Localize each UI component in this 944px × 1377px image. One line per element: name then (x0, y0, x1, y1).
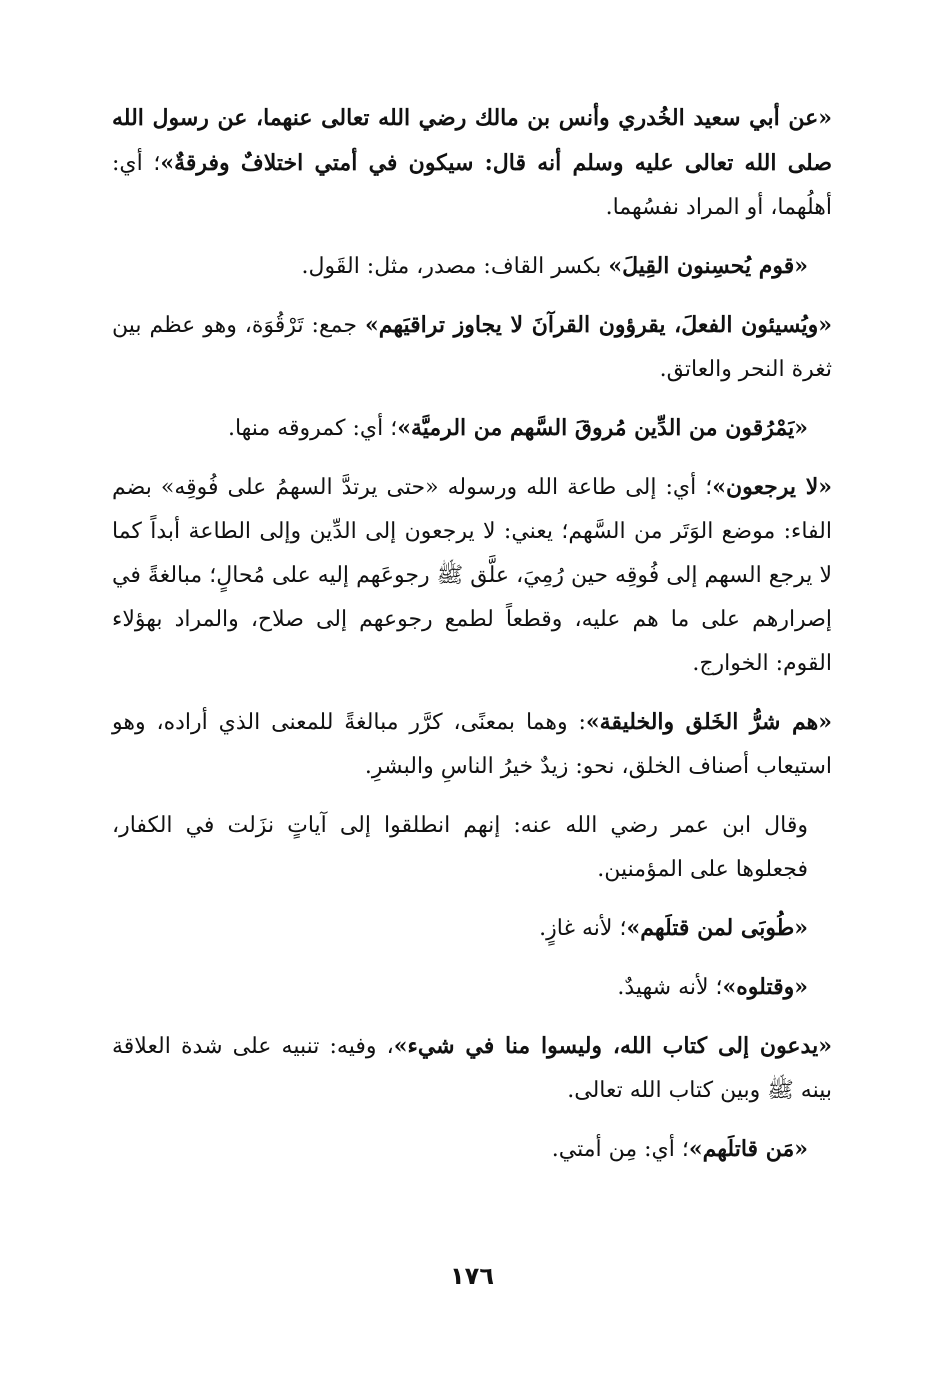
page-number: ١٧٦ (450, 1262, 494, 1290)
hadith-quote: «لا يرجعون» (712, 474, 833, 500)
body-text (112, 96, 832, 1172)
commentary: ؛ لأنه شهيدٌ. (617, 975, 723, 1000)
commentary: ، وفيه: تنبيه على شدة العلاقة بينه ﷺ وبين كتاب الله تعالى. (112, 1034, 832, 1103)
hadith-quote: «هم شرُّ الخَلق والخليقة» (585, 709, 832, 735)
commentary: ؛ أي: مِن أمتي. (551, 1137, 689, 1162)
hadith-quote: «ويُسيئون الفعلَ، يقرؤون القرآنَ لا يجاوز تراقيَهم» (364, 312, 833, 338)
hadith-quote: «وقتلوه» (722, 974, 808, 1000)
paragraph-4 (112, 406, 832, 451)
commentary: جمع: تَرْقُوَة، وهو عظم بين ثغرة النحر والعاتق. (112, 313, 832, 382)
commentary: ؛ أي: كمروقه منها. (227, 416, 398, 441)
hadith-quote: «عن أبي سعيد الخُدري وأنس بن مالك رضي الله تعالى عنهما، عن رسول الله صلى الله تعالى عليه وسلم أنه قال: سيكون في أمتي اختلافٌ وفرقةٌ» (112, 105, 833, 176)
commentary: : وهما بمعنًى، كرَّر مبالغةً للمعنى الذي أراده، وهو استيعاب أصناف الخلق، نحو: زيدٌ خيرُ الناسِ والبشرِ. (112, 710, 832, 779)
paragraph-5 (112, 465, 832, 686)
paragraph-10 (112, 1024, 832, 1113)
page-content (112, 96, 832, 1296)
hadith-quote: «مَن قاتلَهم» (688, 1136, 808, 1162)
paragraph-8 (112, 906, 832, 951)
paragraph-1 (112, 96, 832, 230)
hadith-quote: «يدعون إلى كتاب الله، وليسوا منا في شيء» (393, 1033, 832, 1059)
hadith-quote: «قوم يُحسِنون القِيلَ» (608, 253, 808, 279)
commentary: وقال ابن عمر رضي الله عنه: إنهم انطلقوا إلى آياتٍ نزَلت في الكفار، فجعلوها على المؤمنين. (112, 813, 808, 882)
paragraph-3 (112, 303, 832, 392)
hadith-quote: «يَمْرُقون من الدِّين مُروقَ السَّهم من الرميَّة» (397, 415, 808, 441)
commentary: ؛ أي: أهلُهما، أو المراد نفسُهما. (112, 151, 832, 220)
hadith-quote: «طُوبَى لمن قتلَهم» (626, 915, 808, 941)
commentary: ؛ لأنه غازٍ. (539, 916, 627, 941)
commentary: ؛ أي: إلى طاعة الله ورسوله «حتى يرتدَّ السهمُ على فُوقِه» بضم الفاء: موضع الوَتَر من السَّهم؛ يعني: لا يرجعون إلى الدِّين وإلى الطاعة أبداً كما لا يرجع السهم إلى فُوقِه حين رُمِيَ، علَّق ﷺ رجوعَهم إليه على مُحالٍ؛ مبالغةً في إصرارهم على ما هم عليه، وقطعاً لطمع رجوعهم إلى صلاح، والمراد بهؤلاء القوم: الخوارج. (112, 475, 832, 676)
paragraph-7 (112, 803, 832, 892)
paragraph-2 (112, 244, 832, 289)
paragraph-6 (112, 700, 832, 789)
commentary: بكسر القاف: مصدر، مثل: القَول. (301, 254, 609, 279)
paragraph-11 (112, 1127, 832, 1172)
paragraph-9 (112, 965, 832, 1010)
